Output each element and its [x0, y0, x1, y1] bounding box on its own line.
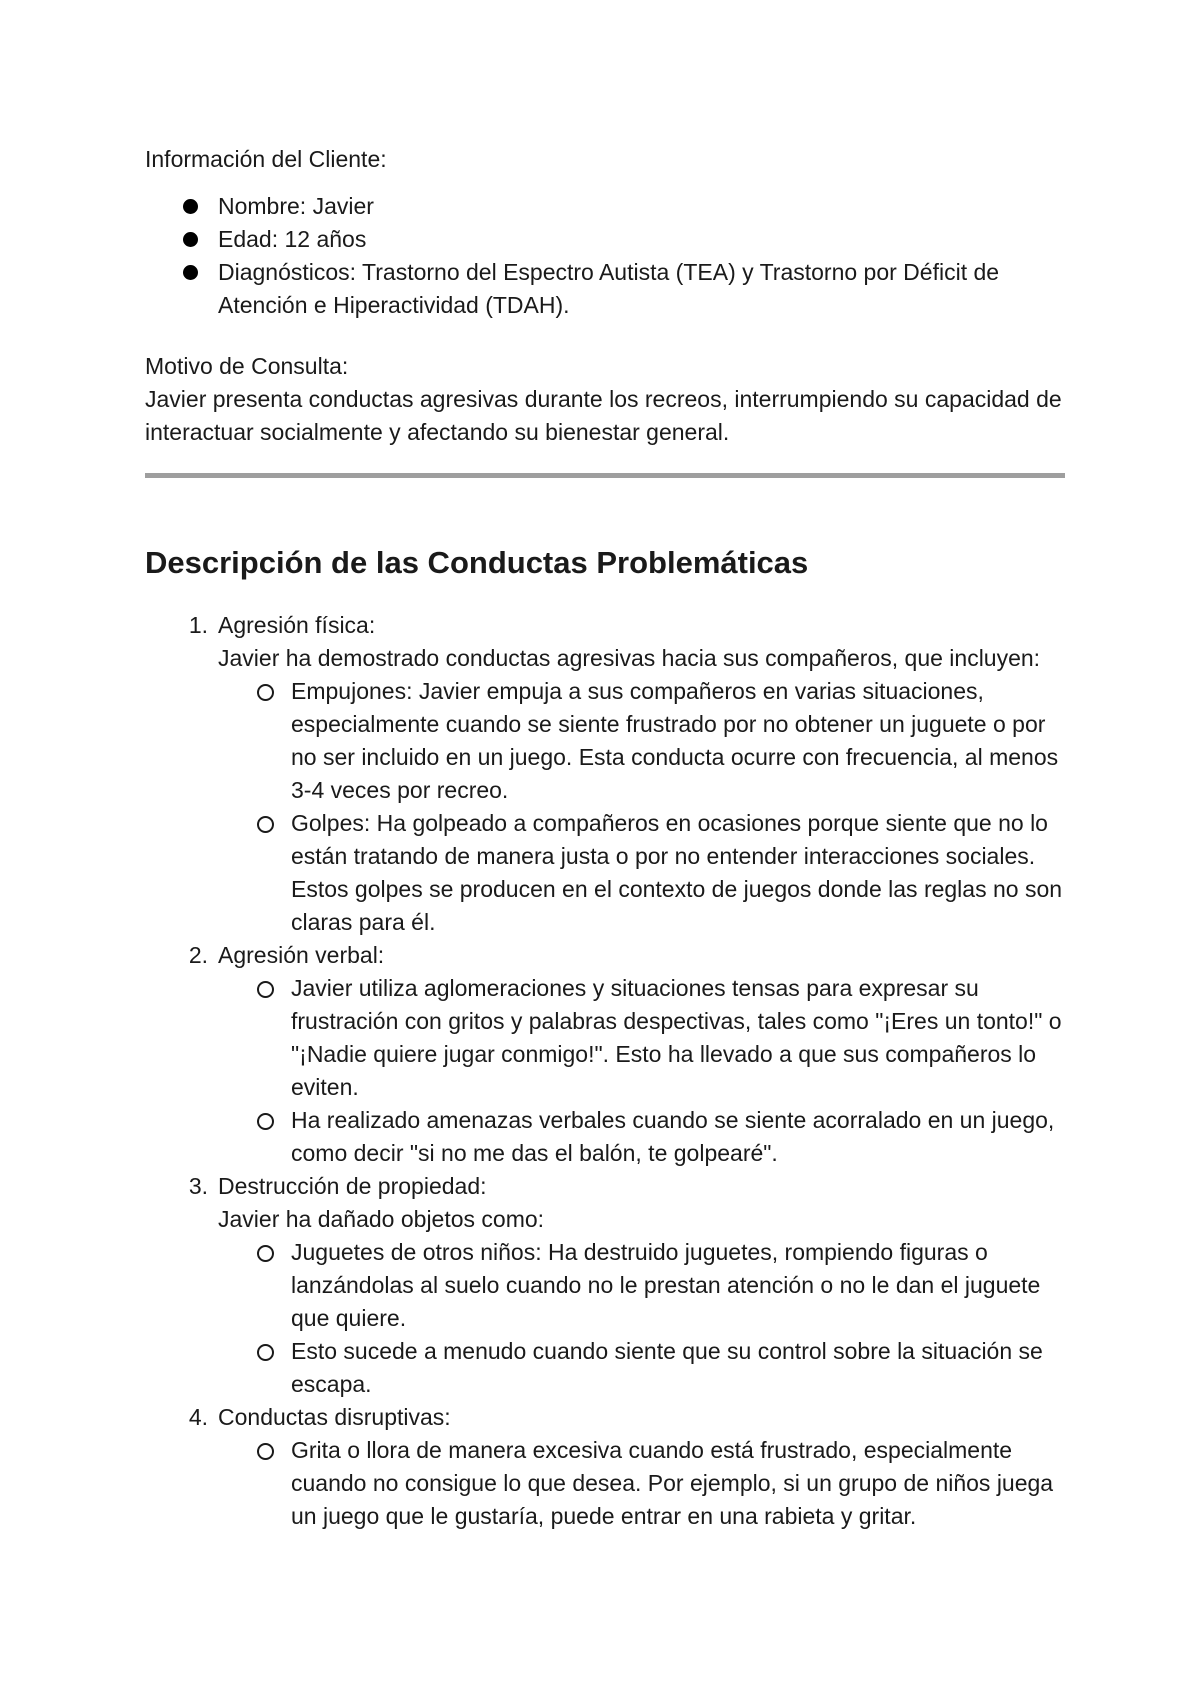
list-number: 1.: [188, 612, 208, 638]
subitem-pushing: Empujones: Javier empuja a sus compañeros en varias situaciones, especialmente cuando se siente frustrado por no obtener un juguete o por no ser incluido en un juego. Esta conducta ocurre con frecuencia, al menos 3-4 veces por recreo.: [291, 675, 1065, 807]
subitem-hitting: Golpes: Ha golpeado a compañeros en ocasiones porque siente que no lo están tratando de manera justa o por no entender interacciones sociales. Estos golpes se producen en el contexto de juegos donde las reglas no son claras para él.: [291, 807, 1065, 939]
problem-item-disruptive-behavior: [188, 1401, 1065, 1533]
client-name-item: Nombre: Javier: [218, 190, 1065, 223]
problem-item-intro: Javier ha demostrado conductas agresivas hacia sus compañeros, que incluyen:: [218, 645, 1041, 671]
horizontal-divider: [145, 473, 1065, 478]
list-number: 3.: [188, 1173, 208, 1199]
section-title: Descripción de las Conductas Problemáticas: [145, 545, 809, 580]
client-info-list: [145, 190, 1065, 322]
subitem-insults: Javier utiliza aglomeraciones y situaciones tensas para expresar su frustración con gritos y palabras despectivas, tales como "¡Eres un tonto!" o "¡Nadie quiere jugar conmigo!". Esto ha llevado a que sus compañeros lo eviten.: [291, 972, 1065, 1104]
problem-subitems: [218, 675, 1065, 939]
client-age-item: Edad: 12 años: [218, 223, 1065, 256]
problem-subitems: [218, 1434, 1065, 1533]
problem-item-intro: Javier ha dañado objetos como:: [218, 1206, 545, 1232]
problem-item-title: Agresión física:: [218, 612, 376, 638]
subitem-threats: Ha realizado amenazas verbales cuando se siente acorralado en un juego, como decir "si no me das el balón, te golpearé".: [291, 1104, 1065, 1170]
problem-item-title: Conductas disruptivas:: [218, 1404, 451, 1430]
document-page: [145, 143, 1065, 1533]
subitem-tantrums: Grita o llora de manera excesiva cuando está frustrado, especialmente cuando no consigue lo que desea. Por ejemplo, si un grupo de niños juega un juego que le gustaría, puede entrar en una rabieta y gritar.: [291, 1434, 1065, 1533]
problem-item-physical-aggression: [188, 609, 1065, 939]
client-info-heading: Información del Cliente:: [145, 146, 387, 172]
list-number: 4.: [188, 1404, 208, 1430]
consultation-reason-text: Javier presenta conductas agresivas durante los recreos, interrumpiendo su capacidad de interactuar socialmente y afectando su bienestar general.: [145, 386, 1062, 445]
problem-behaviors-list: [145, 609, 1065, 1533]
problem-item-title: Destrucción de propiedad:: [218, 1173, 487, 1199]
problem-subitems: [218, 1236, 1065, 1401]
client-diagnosis-item: Diagnósticos: Trastorno del Espectro Autista (TEA) y Trastorno por Déficit de Atención e Hiperactividad (TDAH).: [218, 256, 1065, 322]
problem-subitems: [218, 972, 1065, 1170]
subitem-loss-of-control: Esto sucede a menudo cuando siente que su control sobre la situación se escapa.: [291, 1335, 1065, 1401]
problem-item-title: Agresión verbal:: [218, 942, 385, 968]
list-number: 2.: [188, 942, 208, 968]
subitem-toys: Juguetes de otros niños: Ha destruido juguetes, rompiendo figuras o lanzándolas al suelo cuando no le prestan atención o no le dan el juguete que quiere.: [291, 1236, 1065, 1335]
consultation-reason-heading: Motivo de Consulta:: [145, 353, 349, 379]
problem-item-property-destruction: [188, 1170, 1065, 1401]
consultation-reason: [145, 350, 1065, 449]
problem-item-verbal-aggression: [188, 939, 1065, 1170]
